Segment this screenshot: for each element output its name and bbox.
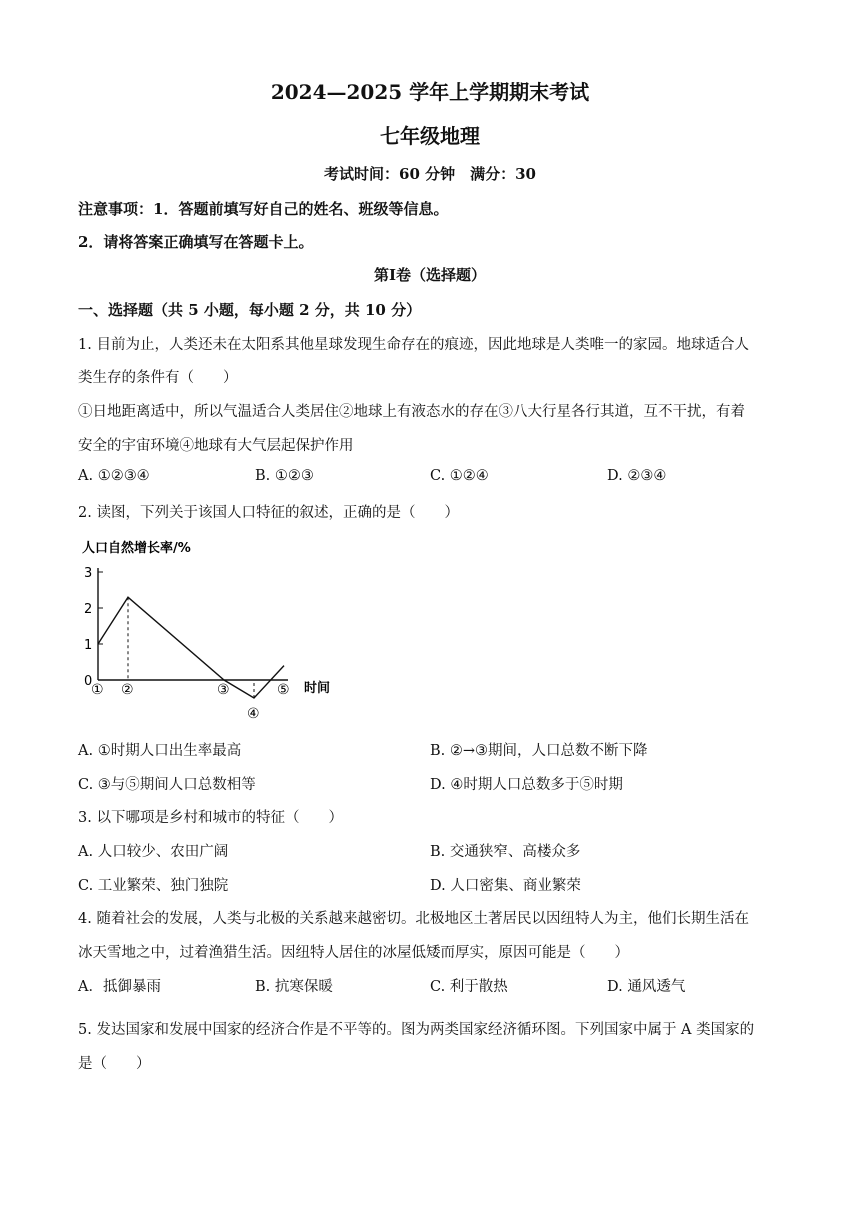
- chart-y-tick-label: 3: [84, 566, 93, 581]
- q1-option-d[interactable]: D. ②③④: [607, 468, 667, 484]
- exam-subtitle: 七年级地理: [380, 124, 480, 148]
- q2-stem: 2. 读图，下列关于该国人口特征的叙述，正确的是（ ）: [78, 505, 459, 521]
- q5-stem-line-2: 是（ ）: [78, 1056, 151, 1072]
- q2-option-c[interactable]: C. ③与⑤期间人口总数相等: [78, 777, 256, 793]
- chart-y-tick-label: 1: [84, 638, 93, 653]
- chart-period-label: ③: [217, 682, 230, 698]
- chart-period-label: ④: [247, 706, 260, 722]
- q4-option-d[interactable]: D. 通风透气: [607, 979, 686, 995]
- q5-stem-line-1: 5. 发达国家和发展中国家的经济合作是不平等的。图为两类国家经济循环图。下列国家中属于 A 类国家的: [78, 1022, 755, 1038]
- q3-option-c[interactable]: C. 工业繁荣、独门独院: [78, 878, 229, 894]
- q4-option-b[interactable]: B. 抗寒保暖: [255, 979, 333, 995]
- q1-statements-line-2: 安全的宇宙环境④地球有大气层起保护作用: [78, 438, 354, 454]
- notes-line-2: 2．请将答案正确填写在答题卡上。: [78, 233, 314, 251]
- q4-option-c[interactable]: C. 利于散热: [430, 979, 508, 995]
- chart-period-label: ②: [121, 682, 134, 698]
- population-growth-chart: [78, 532, 378, 732]
- q2-option-b[interactable]: B. ②→③期间，人口总数不断下降: [430, 743, 648, 759]
- chart-y-axis-label: 人口自然增长率/%: [82, 541, 191, 556]
- chart-period-label: ①: [91, 682, 104, 698]
- q3-stem: 3. 以下哪项是乡村和城市的特征（ ）: [78, 810, 343, 826]
- q4-stem-line-1: 4. 随着社会的发展，人类与北极的关系越来越密切。北极地区土著居民以因纽特人为主，他们长期生活在: [78, 911, 749, 927]
- q3-option-a[interactable]: A. 人口较少、农田广阔: [78, 844, 229, 860]
- part-title: 第Ⅰ卷（选择题）: [373, 266, 487, 284]
- q4-option-a[interactable]: A．抵御暴雨: [78, 979, 161, 995]
- q3-option-d[interactable]: D. 人口密集、商业繁荣: [430, 878, 581, 894]
- chart-y-tick-label: 0: [84, 674, 93, 689]
- chart-y-tick-label: 2: [84, 602, 93, 617]
- q1-option-b[interactable]: B. ①②③: [255, 468, 314, 484]
- chart-period-label: ⑤: [277, 682, 290, 698]
- q1-stem-line-2: 类生存的条件有（ ）: [78, 370, 238, 386]
- q1-option-c[interactable]: C. ①②④: [430, 468, 489, 484]
- q1-stem-line-1: 1. 目前为止，人类还未在太阳系其他星球发现生命存在的痕迹，因此地球是人类唯一的家园。地球适合人: [78, 337, 749, 353]
- notes-line-1: 注意事项：1．答题前填写好自己的姓名、班级等信息。: [78, 200, 449, 218]
- q2-option-a[interactable]: A. ①时期人口出生率最高: [78, 743, 242, 759]
- q3-option-b[interactable]: B. 交通狭窄、高楼众多: [430, 844, 581, 860]
- q4-stem-line-2: 冰天雪地之中，过着渔猎生活。因纽特人居住的冰屋低矮而厚实，原因可能是（ ）: [78, 945, 629, 961]
- q1-statements-line-1: ①日地距离适中，所以气温适合人类居住②地球上有液态水的存在③八大行星各行其道，互不干扰，有着: [78, 404, 745, 420]
- chart-x-axis-label: 时间: [304, 681, 331, 696]
- exam-info: 考试时间：60 分钟 满分：30: [324, 165, 536, 183]
- q1-option-a[interactable]: A. ①②③④: [78, 468, 150, 484]
- q2-option-d[interactable]: D. ④时期人口总数多于⑤时期: [430, 777, 623, 793]
- section-title: 一、选择题（共 5 小题，每小题 2 分，共 10 分）: [78, 301, 422, 319]
- exam-title: 2024—2025 学年上学期期末考试: [270, 80, 590, 104]
